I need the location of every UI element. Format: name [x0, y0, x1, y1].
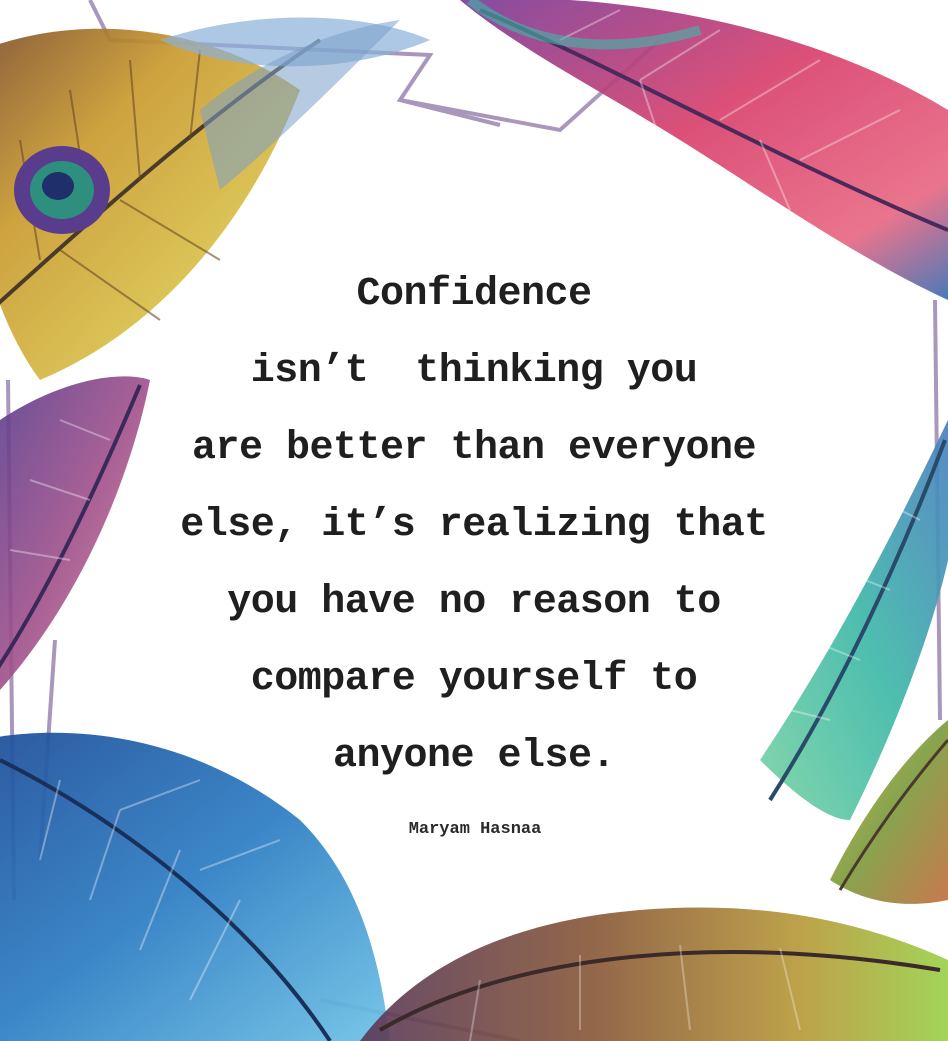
quote-line: isn’t thinking you: [250, 349, 698, 394]
feather-icon: [460, 0, 948, 300]
quote-line: you have no reason to: [227, 580, 721, 625]
quote-line: Confidence: [356, 272, 592, 317]
quote-line: are better than everyone: [191, 426, 757, 471]
quote-author: Maryam Hasnaa: [408, 820, 542, 839]
feather-icon: [0, 376, 150, 690]
quote-line: compare yourself to: [250, 657, 698, 702]
feather-icon: [360, 907, 948, 1041]
quote-line: anyone else.: [332, 734, 616, 779]
quote-text: [140, 256, 808, 795]
quote-line: else, it’s realizing that: [180, 503, 768, 548]
